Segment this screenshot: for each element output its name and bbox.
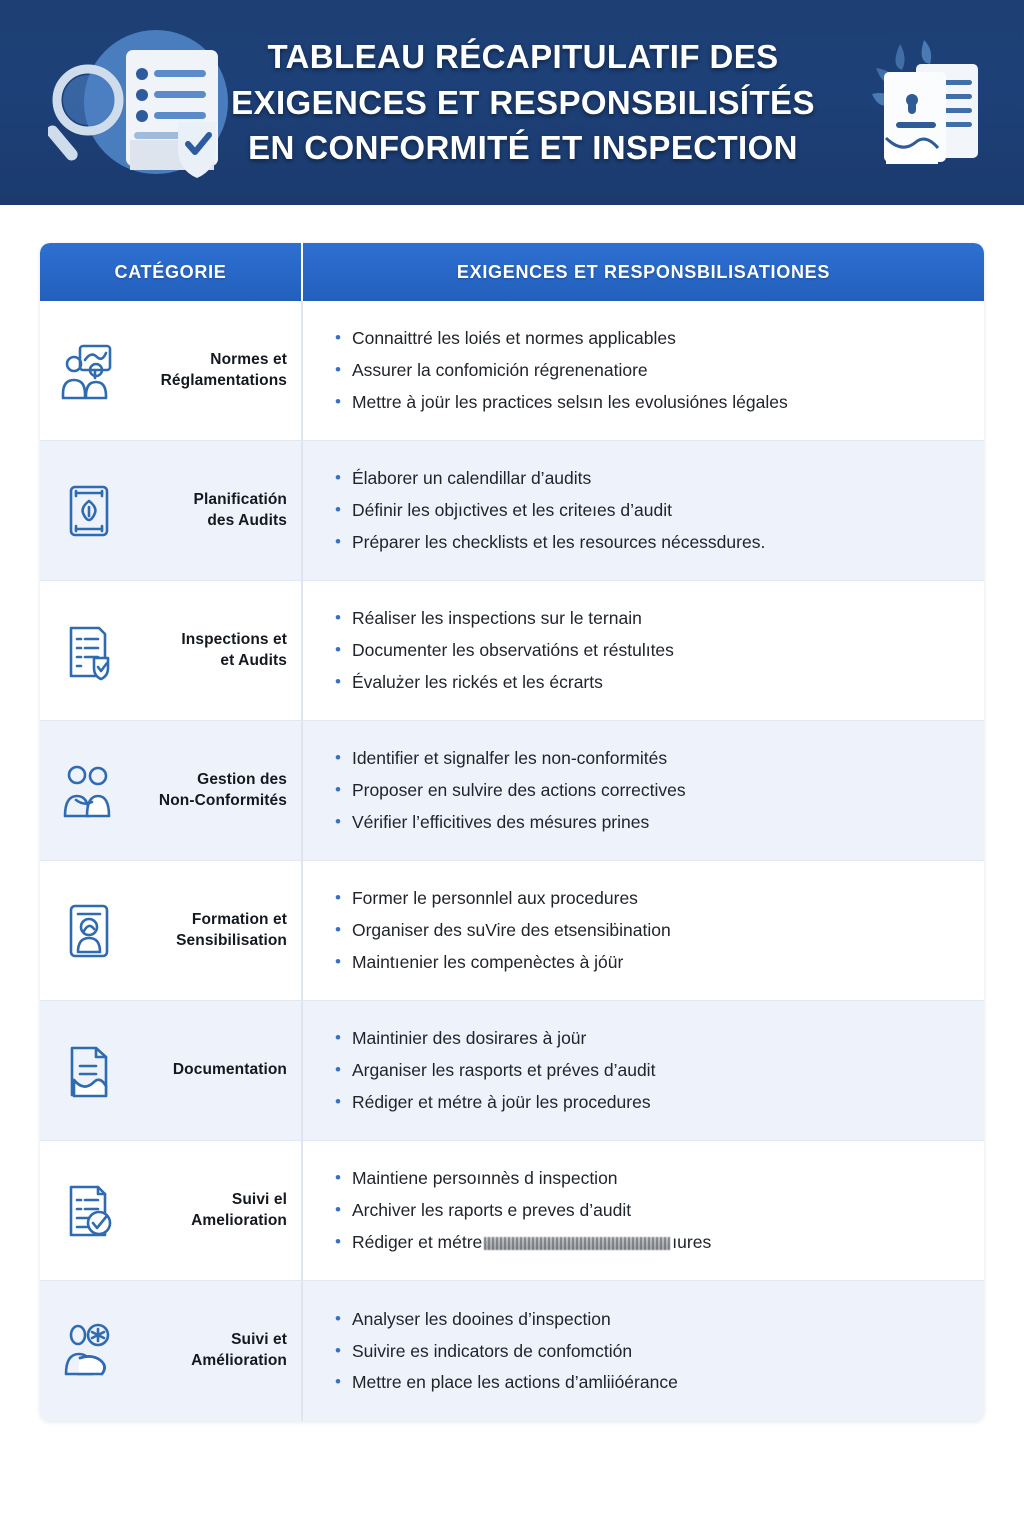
list-item: • Mettre à joür les practices selsın les evolusiónes légales bbox=[335, 390, 958, 415]
bullet-dot-icon: • bbox=[335, 1231, 341, 1251]
table-row bbox=[40, 1281, 984, 1421]
bullet-dot-icon: • bbox=[335, 1028, 341, 1048]
list-item: • Préparer les checklists et les resources nécessdures. bbox=[335, 530, 958, 555]
list-item: • Arganiser les rasports et préves d’audit bbox=[335, 1058, 958, 1083]
training-board-icon bbox=[58, 900, 120, 962]
bullet-dot-icon: • bbox=[335, 780, 341, 800]
list-item: • Assurer la confomición régrenenatiore bbox=[335, 358, 958, 383]
requirements-cell bbox=[303, 1281, 984, 1421]
bullet-dot-icon: • bbox=[335, 360, 341, 380]
category-label: Documentation bbox=[172, 1061, 287, 1079]
bullet-dot-icon: • bbox=[335, 748, 341, 768]
category-cell bbox=[40, 1001, 303, 1140]
two-people-icon bbox=[58, 760, 120, 822]
bullet-dot-icon: • bbox=[335, 1372, 341, 1392]
bullet-dot-icon: • bbox=[335, 391, 341, 411]
list-item: • Proposer en sulvire des actions correctives bbox=[335, 778, 958, 803]
bullet-dot-icon: • bbox=[335, 1200, 341, 1220]
bullet-dot-icon: • bbox=[335, 951, 341, 971]
category-label: Inspections et et Audits bbox=[181, 630, 287, 669]
category-label: Suivi el Amelioration bbox=[191, 1190, 287, 1229]
category-label: Formation et Sensibilisation bbox=[176, 910, 287, 949]
header-banner bbox=[0, 0, 1024, 205]
table-row bbox=[40, 1141, 984, 1281]
table-row bbox=[40, 581, 984, 721]
list-item: • Archiver les raports e preves d’audit bbox=[335, 1198, 958, 1223]
list-item: • Organiser des suVire des etsensiḃination bbox=[335, 918, 958, 943]
folder-documents-icon bbox=[58, 1040, 120, 1102]
category-cell bbox=[40, 861, 303, 1000]
list-item: • Identifier et signalfer les non-conformités bbox=[335, 746, 958, 771]
clipboard-magnifier-icon bbox=[48, 22, 258, 187]
smudged-text: Rédiger et métre ıures bbox=[351, 1231, 712, 1252]
category-cell bbox=[40, 581, 303, 720]
list-item: • Documenter les observatións et réstulıtes bbox=[335, 638, 958, 663]
list-item-smudged bbox=[335, 1230, 958, 1255]
title-line-1: TABLEAU RÉCAPITULATIF DES bbox=[267, 38, 779, 76]
bullet-dot-icon: • bbox=[335, 1308, 341, 1328]
category-cell bbox=[40, 441, 303, 580]
list-item: • Maintiene persoınnès d inspection bbox=[335, 1166, 958, 1191]
list-item: • Analyser les dooines d’inspection bbox=[335, 1307, 958, 1332]
list-item: • Suivire es indicators de confomctión bbox=[335, 1339, 958, 1364]
requirements-cell bbox=[303, 1001, 984, 1140]
page-title bbox=[203, 34, 843, 171]
list-item: • Connaittré les loiés et normes applicables bbox=[335, 326, 958, 351]
person-gear-icon bbox=[58, 1320, 120, 1382]
requirements-cell bbox=[303, 861, 984, 1000]
title-line-2: EXIGENCES ET RESPONSBILISÍTÉS bbox=[231, 83, 815, 121]
calendar-clock-icon bbox=[58, 480, 120, 542]
illegible-smear bbox=[484, 1237, 670, 1250]
table-row bbox=[40, 861, 984, 1001]
bullet-dot-icon: • bbox=[335, 888, 341, 908]
table-row bbox=[40, 441, 984, 581]
bullet-dot-icon: • bbox=[335, 531, 341, 551]
bullet-dot-icon: • bbox=[335, 1168, 341, 1188]
bullet-dot-icon: • bbox=[335, 328, 341, 348]
table-header-row bbox=[40, 243, 984, 301]
list-item: • Définir les objıctives et les criteıes d’audit bbox=[335, 498, 958, 523]
category-cell bbox=[40, 721, 303, 860]
list-item: • Mettre en place les actions d’amliióérance bbox=[335, 1370, 958, 1395]
list-item: • Élaborer un calendillar d’audits bbox=[335, 466, 958, 491]
report-check-icon bbox=[58, 1180, 120, 1242]
bullet-dot-icon: • bbox=[335, 1060, 341, 1080]
list-item: • Former le personnlel aux procedures bbox=[335, 886, 958, 911]
bullet-dot-icon: • bbox=[335, 608, 341, 628]
bullet-dot-icon: • bbox=[335, 920, 341, 940]
list-item: • Maintıenier les compenèctes à jóür bbox=[335, 950, 958, 975]
list-item: • Évalużer les rickés et les écrarts bbox=[335, 670, 958, 695]
category-label: Planificatión des Audits bbox=[193, 490, 287, 529]
category-label: Gestion des Non-Conformités bbox=[158, 770, 287, 809]
people-presentation-icon bbox=[58, 340, 120, 402]
requirements-cell bbox=[303, 581, 984, 720]
category-cell bbox=[40, 1281, 303, 1421]
list-item: • Réaliser les inspections sur le ternain bbox=[335, 606, 958, 631]
column-header-requirements: EXIGENCES ET RESPONSBILISATIONES bbox=[456, 261, 831, 282]
bullet-dot-icon: • bbox=[335, 500, 341, 520]
list-item: • Maintinier des dosirares à joür bbox=[335, 1026, 958, 1051]
bullet-dot-icon: • bbox=[335, 1340, 341, 1360]
category-label: Normes et Réglamentations bbox=[160, 350, 287, 389]
table-row bbox=[40, 301, 984, 441]
requirements-cell bbox=[303, 301, 984, 440]
bullet-dot-icon: • bbox=[335, 468, 341, 488]
checklist-inspect-icon bbox=[58, 620, 120, 682]
bullet-dot-icon: • bbox=[335, 811, 341, 831]
bullet-dot-icon: • bbox=[335, 671, 341, 691]
category-label: Suivi et Amélioration bbox=[191, 1331, 287, 1369]
requirements-cell bbox=[303, 721, 984, 860]
column-header-category: CATÉGORIE bbox=[40, 243, 303, 301]
bullet-dot-icon: • bbox=[335, 640, 341, 660]
title-line-3: EN CONFORMITÉ ET INSPECTION bbox=[248, 129, 798, 167]
requirements-table bbox=[40, 243, 984, 1421]
table-row bbox=[40, 1001, 984, 1141]
bullet-dot-icon: • bbox=[335, 1091, 341, 1111]
requirements-cell bbox=[303, 441, 984, 580]
documents-handshake-icon bbox=[866, 28, 996, 180]
list-item: • Rédiger et métre à joür les procedures bbox=[335, 1090, 958, 1115]
list-item: • Vérifier l’efficitives des mésures prines bbox=[335, 810, 958, 835]
requirements-cell bbox=[303, 1141, 984, 1280]
table-row bbox=[40, 721, 984, 861]
category-cell bbox=[40, 301, 303, 440]
category-cell bbox=[40, 1141, 303, 1280]
